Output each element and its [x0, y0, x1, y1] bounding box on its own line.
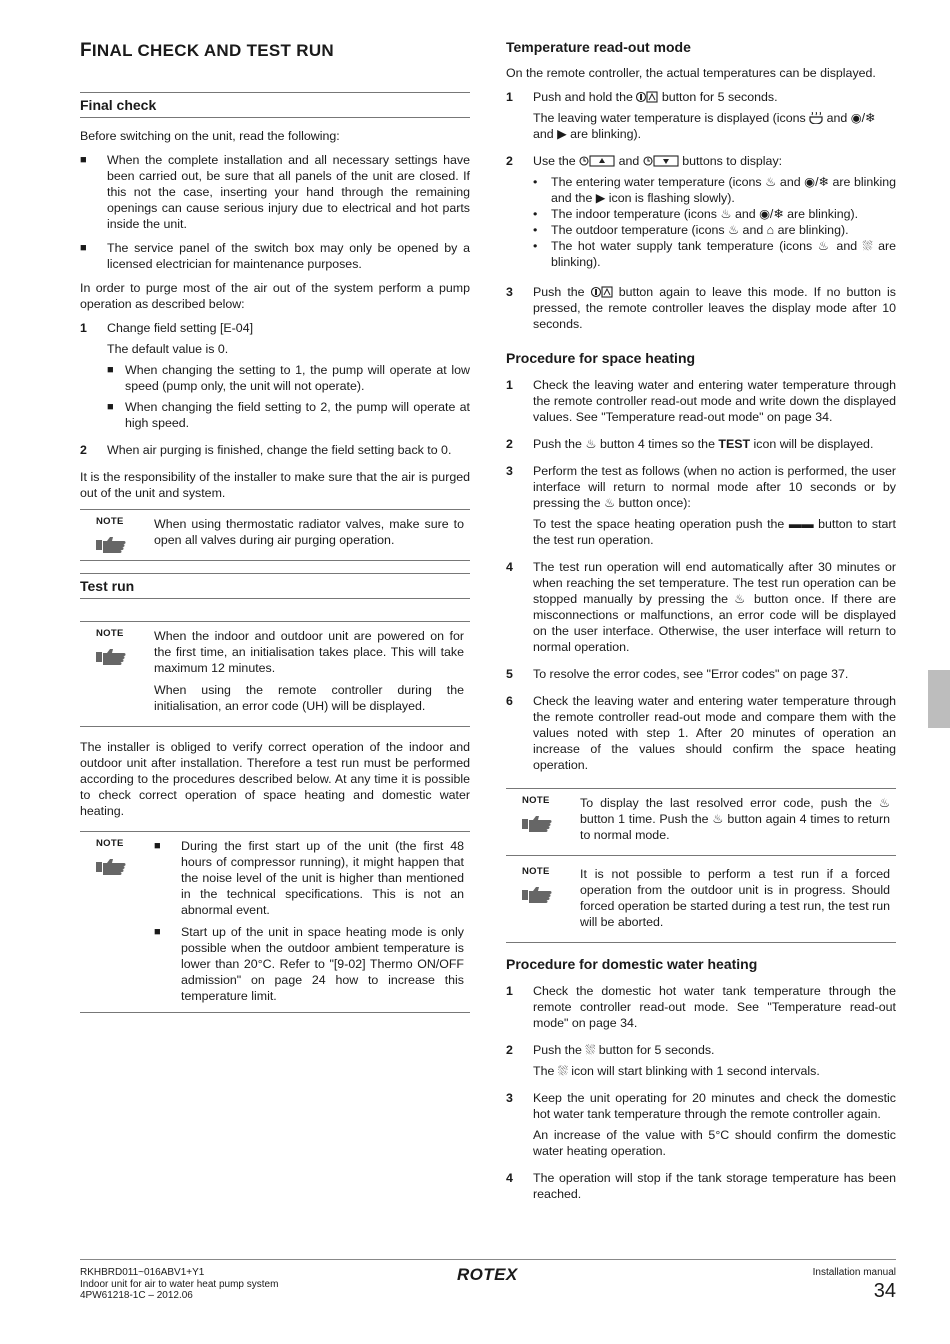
heat-cool-icon: ◉/❄	[850, 111, 876, 125]
test-button-icon: ♨	[878, 796, 890, 810]
left-column	[80, 38, 470, 1025]
readout-step-3: 3 Push the button again to leave this mode. If no button is pressed, the remote controller leaves the display mode after 10 seconds.	[506, 285, 896, 331]
readout-step-2: 2 Use the and buttons to display: • The entering water temperature (icons ♨ and ◉/❄ are blinking and the ▶ icon is flashing slowly). • The indoor temperature (icons ♨ and ◉/❄ are blinking). • The outdoor temperature (icons ♨ and ⌂ are blinking). • The hot water supply tank temperature (icons ♨ and ⛆ are blinking).	[506, 154, 896, 269]
dhw-step: 3 Keep the unit operating for 20 minutes and check the domestic hot water tank temperature through the remote controller again. An increase of the value with 5°C should confirm the domestic water heating operation.	[506, 1091, 896, 1158]
pointing-hand-icon	[520, 813, 554, 833]
pointing-hand-icon	[94, 534, 128, 554]
down-button-icon	[643, 155, 679, 167]
brand-logo: ROTEX	[457, 1265, 518, 1284]
footer-model: RKHBRD011~016ABV1+Y1	[80, 1267, 205, 1278]
note-box: NOTE To display the last resolved error code, push the ♨ button 1 time. Push the ♨ button again 4 times to return to normal mode.	[506, 788, 896, 856]
page-title: FINAL CHECK AND TEST RUN	[80, 40, 334, 61]
dhw-step: 2 Push the ⛆ button for 5 seconds. The ⛆ icon will start blinking with 1 second intervals.	[506, 1043, 820, 1078]
footer-doc-code: 4PW61218-1C – 2012.06	[80, 1290, 193, 1301]
note-label: NOTE	[96, 516, 124, 527]
test-run-paragraph: The installer is obliged to verify correct operation of the indoor and outdoor unit after installation. Therefore a test run must be performed according to the procedures described below. At any time it is possible to check correct operation of space heating and domestic water heating.	[80, 740, 470, 818]
footer-description: Indoor unit for air to water heat pump system	[80, 1278, 279, 1290]
note-box	[506, 856, 896, 943]
test-button-icon: ♨	[734, 592, 748, 606]
note-label: NOTE	[522, 795, 550, 806]
readout-heading: Temperature read-out mode	[506, 39, 691, 55]
list-item: ■ When the complete installation and all necessary settings have been carried out, be sure that all panels of the unit are closed. If this not the case, inserting your hand through the remaining openings can cause serious injury due to electrical and hot parts inside the unit.	[80, 153, 470, 231]
list-item: ■ During the first start up of the unit (the first 48 hours of compressor running), it might happen that the noise level of the unit is higher than mentioned in the technical specifications. This is not an abnormal event.	[154, 839, 464, 917]
space-heating-step: 6 Check the leaving water and entering water temperature through the remote controller read-out mode and compare them with the values noted with step 1. After 20 minutes of operation an increase of the values should confirm the space heating operation.	[506, 694, 896, 772]
responsibility-text: It is the responsibility of the installer to make sure that the air is purged out of the unit and system.	[80, 470, 470, 500]
readout-button-icon	[636, 91, 658, 103]
page-number: 34	[873, 1279, 896, 1302]
final-check-intro: Before switching on the unit, read the following:	[80, 129, 340, 143]
list-item: ■ The service panel of the switch box may only be opened by a licensed electrician for maintenance purposes.	[80, 241, 470, 271]
final-check-heading: Final check	[80, 92, 470, 118]
dhw-heading: Procedure for domestic water heating	[506, 956, 758, 972]
pointing-hand-icon	[94, 856, 128, 876]
note-label: NOTE	[522, 866, 550, 877]
test-button-icon: ♨	[603, 496, 616, 510]
heating-button-icon: ▬▬	[788, 517, 814, 531]
list-item: ■ When changing the setting to 1, the pump will operate at low speed (pump only, the unit will not operate).	[107, 363, 470, 393]
list-item: • The indoor temperature (icons ♨ and ◉/❄ are blinking).	[533, 207, 859, 221]
right-column	[506, 38, 896, 1213]
page-footer	[80, 1259, 896, 1302]
list-item: • The entering water temperature (icons ♨ and ◉/❄ are blinking and the ▶ icon is flashing slowly).	[533, 175, 896, 205]
note-box	[80, 509, 470, 561]
readout-step-1: 1 Push and hold the button for 5 seconds. The leaving water temperature is displayed (icons and ◉/❄ and ▶ are blinking).	[506, 90, 876, 141]
hot-water-icon: ⛆	[557, 1064, 568, 1078]
note-text: When using thermostatic radiator valves, make sure to open all valves during air purging operation.	[154, 517, 464, 547]
note-label: NOTE	[96, 628, 124, 639]
space-heating-step: 2 Push the ♨ button 4 times so the TEST icon will be displayed.	[506, 437, 874, 451]
space-heating-step: 4 The test run operation will end automatically after 30 minutes or when reaching the set temperature. The test run operation can be stopped manually by pressing the ♨ button once. If there are misconnections or malfunctions, an error code will be displayed on the user interface. Otherwise, the user interface will return to normal operation.	[506, 560, 896, 654]
thermometer-icon	[809, 112, 823, 124]
purge-intro: In order to purge most of the air out of the system perform a pump operation as described below:	[80, 281, 470, 311]
space-heating-step: 1 Check the leaving water and entering water temperature through the remote controller read-out mode and write down the displayed values. See "Temperature read-out mode" on page 34.	[506, 378, 896, 424]
list-item: ■ Start up of the unit in space heating mode is only possible when the outdoor ambient temperature is lower than 20°C. Refer to "[9-02] Thermo ON/OFF admission" on page 24 how to increase this temperature limit.	[154, 925, 464, 1003]
space-heating-heading: Procedure for space heating	[506, 350, 696, 366]
list-item: • The outdoor temperature (icons ♨ and ⌂ are blinking).	[533, 223, 849, 237]
test-button-icon: ♨	[585, 437, 597, 451]
up-button-icon	[579, 155, 615, 167]
pointing-hand-icon	[520, 884, 554, 904]
hot-water-icon: ⛆	[585, 1043, 596, 1057]
space-heating-step: 3 Perform the test as follows (when no action is performed, the user interface will return to normal mode after 10 seconds or by pressing the ♨ button once): To test the space heating operation push the ▬▬ button to start the test run operation.	[506, 464, 896, 547]
play-icon: ▶	[557, 127, 567, 141]
note-text: It is not possible to perform a test run if a forced operation from the outdoor unit is in progress. Should forced operation be started during a test run, the test run will be aborted.	[580, 867, 890, 929]
footer-doc-type: Installation manual	[812, 1267, 896, 1278]
list-item: ■ When changing the field setting to 2, the pump will operate at high speed.	[107, 400, 470, 430]
space-heating-step: 5 To resolve the error codes, see "Error codes" on page 37.	[506, 667, 849, 681]
readout-button-icon	[591, 286, 613, 298]
note-box	[80, 831, 470, 1013]
dhw-step: 1 Check the domestic hot water tank temperature through the remote controller read-out mode. See "Temperature read-out mode" on page 34.	[506, 984, 896, 1030]
chapter-tab	[928, 670, 950, 728]
note-label: NOTE	[96, 838, 124, 849]
readout-intro: On the remote controller, the actual temperatures can be displayed.	[506, 66, 876, 80]
note-text: When the indoor and outdoor unit are powered on for the first time, an initialisation takes place. This will take maximum 12 minutes.	[154, 629, 464, 675]
note-text: When using the remote controller during the initialisation, an error code (UH) will be displayed.	[154, 683, 464, 713]
pointing-hand-icon	[94, 646, 128, 666]
test-button-icon: ♨	[712, 812, 724, 826]
list-item: • The hot water supply tank temperature (icons ♨ and ⛆ are blinking).	[533, 239, 896, 269]
purge-step-2: 2 When air purging is finished, change the field setting back to 0.	[80, 443, 452, 457]
note-box	[80, 621, 470, 727]
purge-step-1: 1 Change field setting [E-04] The default value is 0. ■ When changing the setting to 1, the pump will operate at low speed (pump only, the unit will not operate). ■ When changing the field setting to 2, the pump will operate at high speed.	[80, 321, 470, 430]
test-run-heading: Test run	[80, 573, 470, 599]
dhw-step: 4 The operation will stop if the tank storage temperature has been reached.	[506, 1171, 896, 1201]
